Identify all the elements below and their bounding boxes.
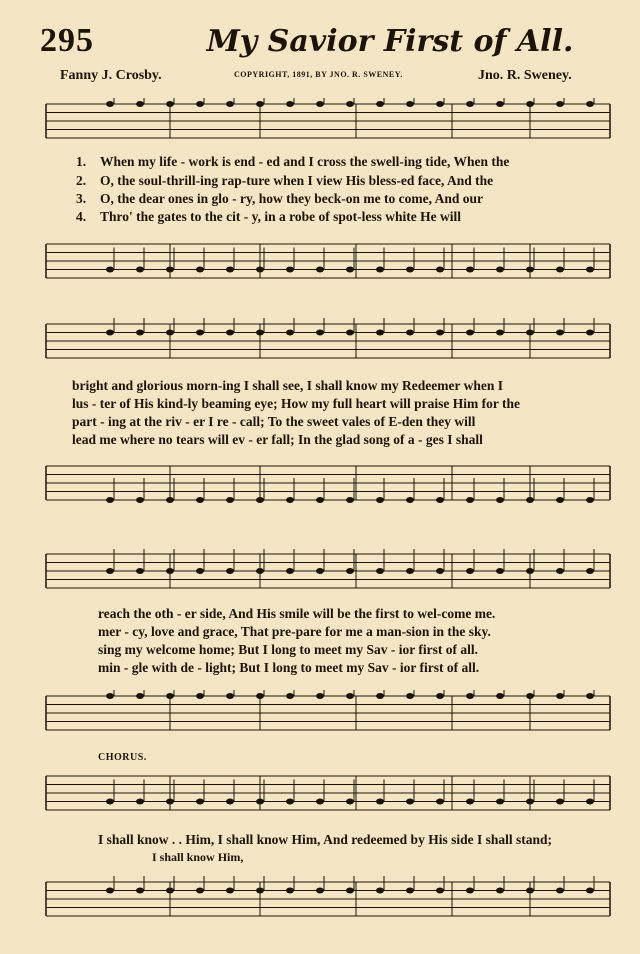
lyric-text: bright and glorious morn-ing I shall see, I shall know my Redeemer when I — [72, 378, 504, 393]
notehead — [556, 568, 564, 574]
notehead — [496, 330, 504, 336]
notehead — [586, 693, 594, 699]
notehead — [406, 267, 414, 273]
notehead — [346, 888, 354, 894]
notehead — [406, 799, 414, 805]
notehead — [496, 888, 504, 894]
notehead — [346, 267, 354, 273]
lyric-text: lead me where no tears will ev - er fall; In the glad song of a - ges I shall — [72, 432, 483, 447]
notehead — [586, 888, 594, 894]
notehead — [526, 497, 534, 503]
lyric-text: Thro' the gates to the cit - y, in a robe of spot-less white He will — [100, 209, 461, 224]
notehead — [376, 330, 384, 336]
notehead — [226, 693, 234, 699]
notehead — [586, 267, 594, 273]
bass-staff-system-2 — [0, 460, 640, 512]
notehead — [226, 888, 234, 894]
notehead — [316, 101, 324, 107]
notehead — [436, 568, 444, 574]
notehead — [136, 568, 144, 574]
notehead — [286, 693, 294, 699]
notehead — [256, 693, 264, 699]
notehead — [136, 497, 144, 503]
notehead — [346, 799, 354, 805]
notehead — [256, 568, 264, 574]
notehead — [106, 693, 114, 699]
notehead — [166, 888, 174, 894]
notehead — [556, 497, 564, 503]
notehead — [526, 568, 534, 574]
notehead — [526, 330, 534, 336]
notehead — [196, 330, 204, 336]
notehead — [286, 267, 294, 273]
notehead — [586, 330, 594, 336]
notehead — [166, 267, 174, 273]
notehead — [286, 799, 294, 805]
lyric-text: mer - cy, love and grace, That pre-pare for me a man-sion in the sky. — [98, 624, 491, 639]
composer: Jno. R. Sweney. — [478, 68, 572, 83]
notehead — [526, 693, 534, 699]
verse-number: 3. — [76, 191, 87, 206]
notehead — [466, 799, 474, 805]
notehead — [286, 101, 294, 107]
lyric-text: reach the oth - er side, And His smile will be the first to wel-come me. — [98, 606, 496, 621]
notehead — [316, 568, 324, 574]
notehead — [136, 799, 144, 805]
notehead — [586, 101, 594, 107]
bass-staff-system-1 — [0, 238, 640, 290]
notehead — [196, 101, 204, 107]
notehead — [376, 267, 384, 273]
notehead — [556, 799, 564, 805]
notehead — [196, 799, 204, 805]
notehead — [406, 330, 414, 336]
notehead — [286, 497, 294, 503]
notehead — [256, 101, 264, 107]
notehead — [166, 799, 174, 805]
notehead — [226, 497, 234, 503]
notehead — [316, 799, 324, 805]
notehead — [106, 888, 114, 894]
notehead — [226, 330, 234, 336]
notehead — [106, 330, 114, 336]
notehead — [376, 568, 384, 574]
bass-staff-system-4 — [0, 876, 640, 928]
notehead — [226, 799, 234, 805]
notehead — [196, 267, 204, 273]
notehead — [496, 568, 504, 574]
notehead — [466, 497, 474, 503]
notehead — [406, 693, 414, 699]
notehead — [256, 330, 264, 336]
copyright-notice: COPYRIGHT, 1891, BY JNO. R. SWENEY. — [234, 70, 403, 79]
notehead — [106, 497, 114, 503]
notehead — [436, 267, 444, 273]
notehead — [226, 568, 234, 574]
notehead — [376, 799, 384, 805]
notehead — [586, 497, 594, 503]
notehead — [316, 693, 324, 699]
notehead — [556, 101, 564, 107]
notehead — [526, 267, 534, 273]
treble-staff-system-1 — [0, 98, 640, 150]
lyric-text: part - ing at the riv - er I re - call; To the sweet vales of E-den they will — [72, 414, 476, 429]
notehead — [406, 101, 414, 107]
notehead — [316, 267, 324, 273]
notehead — [496, 101, 504, 107]
notehead — [316, 330, 324, 336]
verse-number: 4. — [76, 209, 87, 224]
notehead — [346, 330, 354, 336]
notehead — [376, 101, 384, 107]
notehead — [406, 888, 414, 894]
notehead — [436, 693, 444, 699]
notehead — [466, 330, 474, 336]
notehead — [226, 267, 234, 273]
notehead — [556, 330, 564, 336]
treble-staff-system-2 — [0, 318, 640, 370]
notehead — [166, 693, 174, 699]
notehead — [436, 799, 444, 805]
lyric-text: When my life - work is end - ed and I cross the swell-ing tide, When the — [100, 154, 510, 169]
notehead — [436, 330, 444, 336]
notehead — [136, 330, 144, 336]
treble-staff-system-3 — [0, 548, 640, 600]
notehead — [256, 799, 264, 805]
lyric-text: O, the soul-thrill-ing rap-ture when I view His bless-ed face, And the — [100, 173, 494, 188]
notehead — [496, 497, 504, 503]
notehead — [106, 267, 114, 273]
notehead — [586, 568, 594, 574]
lyric-text: sing my welcome home; But I long to meet my Sav - ior first of all. — [98, 642, 478, 657]
notehead — [526, 888, 534, 894]
treble-staff-system-4 — [0, 770, 640, 822]
notehead — [316, 497, 324, 503]
notehead — [166, 330, 174, 336]
notehead — [196, 568, 204, 574]
verse-number: 1. — [76, 154, 87, 169]
notehead — [556, 693, 564, 699]
verse-number: 2. — [76, 173, 87, 188]
notehead — [466, 267, 474, 273]
lyric-text: min - gle with de - light; But I long to meet my Sav - ior first of all. — [98, 660, 480, 675]
notehead — [586, 799, 594, 805]
notehead — [526, 799, 534, 805]
notehead — [526, 101, 534, 107]
notehead — [466, 568, 474, 574]
notehead — [436, 888, 444, 894]
notehead — [556, 888, 564, 894]
notehead — [196, 497, 204, 503]
notehead — [346, 101, 354, 107]
notehead — [256, 497, 264, 503]
lyric-text: I shall know Him, — [152, 850, 244, 864]
notehead — [196, 693, 204, 699]
hymn-title: My Savior First of All. — [206, 24, 574, 59]
notehead — [496, 693, 504, 699]
notehead — [346, 568, 354, 574]
chorus-label: CHORUS. — [98, 752, 147, 763]
lyric-text: O, the dear ones in glo - ry, how they beck-on me to come, And our — [100, 191, 483, 206]
notehead — [376, 888, 384, 894]
notehead — [406, 568, 414, 574]
bass-staff-system-3 — [0, 690, 640, 742]
notehead — [406, 497, 414, 503]
notehead — [166, 568, 174, 574]
notehead — [136, 267, 144, 273]
notehead — [166, 497, 174, 503]
notehead — [106, 568, 114, 574]
lyric-text: I shall know . . Him, I shall know Him, And redeemed by His side I shall stand; — [98, 832, 552, 847]
notehead — [466, 693, 474, 699]
notehead — [286, 888, 294, 894]
notehead — [136, 888, 144, 894]
author: Fanny J. Crosby. — [60, 68, 162, 83]
notehead — [106, 799, 114, 805]
lyric-text: lus - ter of His kind-ly beaming eye; How my full heart will praise Him for the — [72, 396, 520, 411]
notehead — [286, 330, 294, 336]
notehead — [346, 497, 354, 503]
notehead — [346, 693, 354, 699]
notehead — [466, 888, 474, 894]
notehead — [376, 497, 384, 503]
notehead — [226, 101, 234, 107]
notehead — [286, 568, 294, 574]
notehead — [136, 693, 144, 699]
notehead — [436, 497, 444, 503]
notehead — [496, 799, 504, 805]
notehead — [136, 101, 144, 107]
notehead — [496, 267, 504, 273]
notehead — [556, 267, 564, 273]
notehead — [376, 693, 384, 699]
notehead — [106, 101, 114, 107]
notehead — [316, 888, 324, 894]
notehead — [256, 267, 264, 273]
notehead — [436, 101, 444, 107]
notehead — [466, 101, 474, 107]
notehead — [256, 888, 264, 894]
hymn-number: 295 — [40, 22, 94, 59]
notehead — [166, 101, 174, 107]
notehead — [196, 888, 204, 894]
